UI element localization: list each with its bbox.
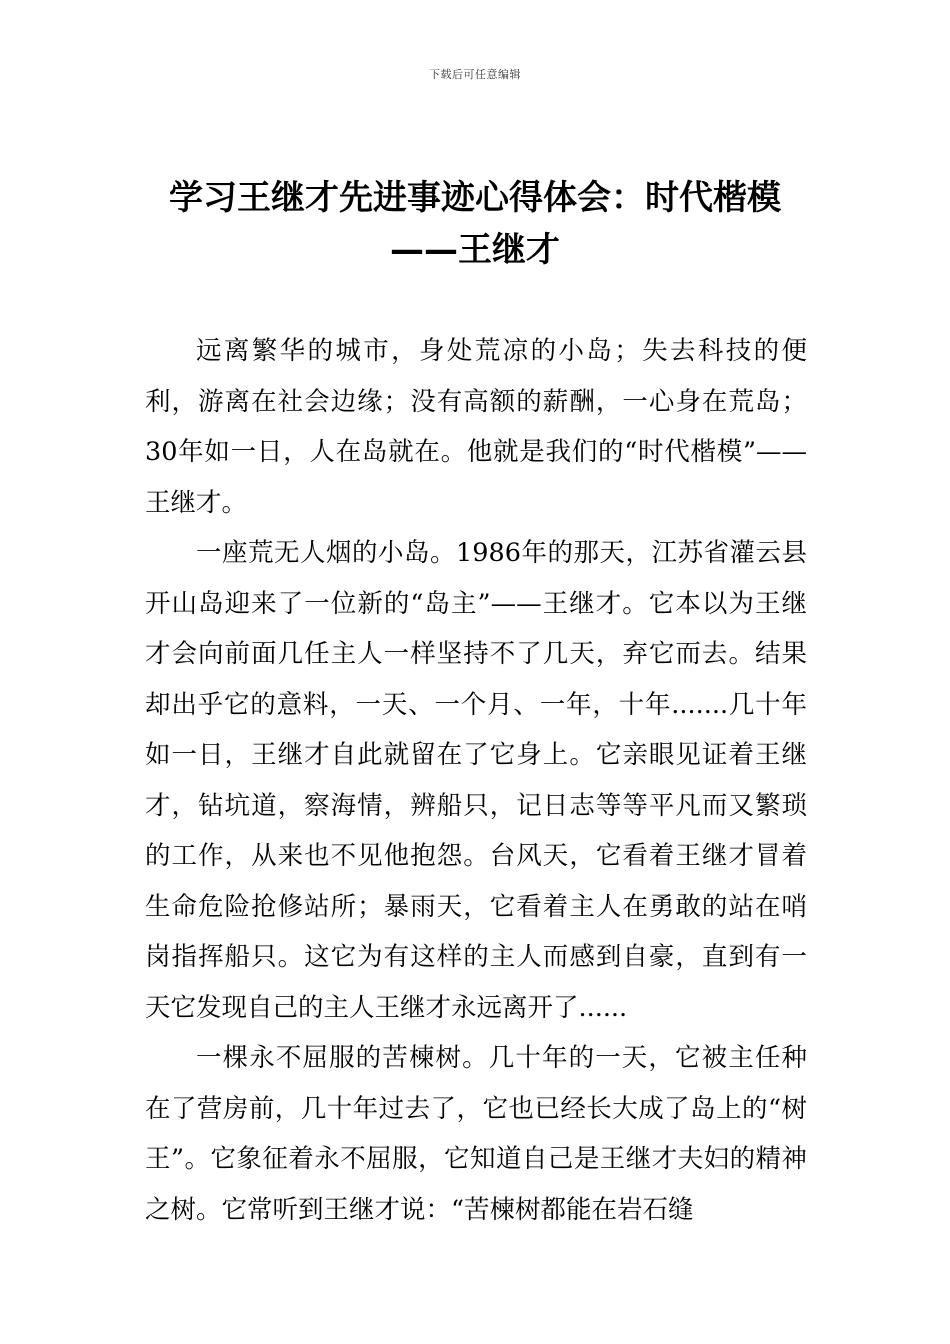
document-body: [145, 326, 807, 1235]
document-title: [140, 172, 810, 276]
paragraph: 一棵永不屈服的苦楝树。几十年的一天，它被主任种在了营房前，几十年过去了，它也已经长大成了岛上的“树王”。它象征着永不屈服，它知道自己是王继才夫妇的精神之树。它常听到王继才说：“苦楝树都能在岩石缝: [145, 1043, 807, 1225]
header-note: 下载后可任意编辑: [429, 68, 521, 81]
title-line-2: ——王继才: [390, 230, 560, 270]
paragraph: 一座荒无人烟的小岛。1986年的那天，江苏省灌云县开山岛迎来了一位新的“岛主”——王继才。它本以为王继才会向前面几任主人一样坚持不了几天，弃它而去。结果却出乎它的意料，一天、一个月、一年，十年.......几十年如一日，王继才自此就留在了它身上。它亲眼见证着王继才，钻坑道，察海情，辨船只，记日志等等平凡而又繁琐的工作，从来也不见他抱怨。台风天，它看着王继才冒着生命危险抢修站所；暴雨天，它看着主人在勇敢的站在哨岗指挥船只。这它为有这样的主人而感到自豪，直到有一天它发现自己的主人王继才永远离开了......: [145, 538, 807, 1023]
paragraph: 远离繁华的城市，身处荒凉的小岛；失去科技的便利，游离在社会边缘；没有高额的薪酬，一心身在荒岛；30年如一日，人在岛就在。他就是我们的“时代楷模”——王继才。: [145, 336, 807, 518]
title-line-1: 学习王继才先进事迹心得体会：时代楷模: [169, 178, 781, 218]
